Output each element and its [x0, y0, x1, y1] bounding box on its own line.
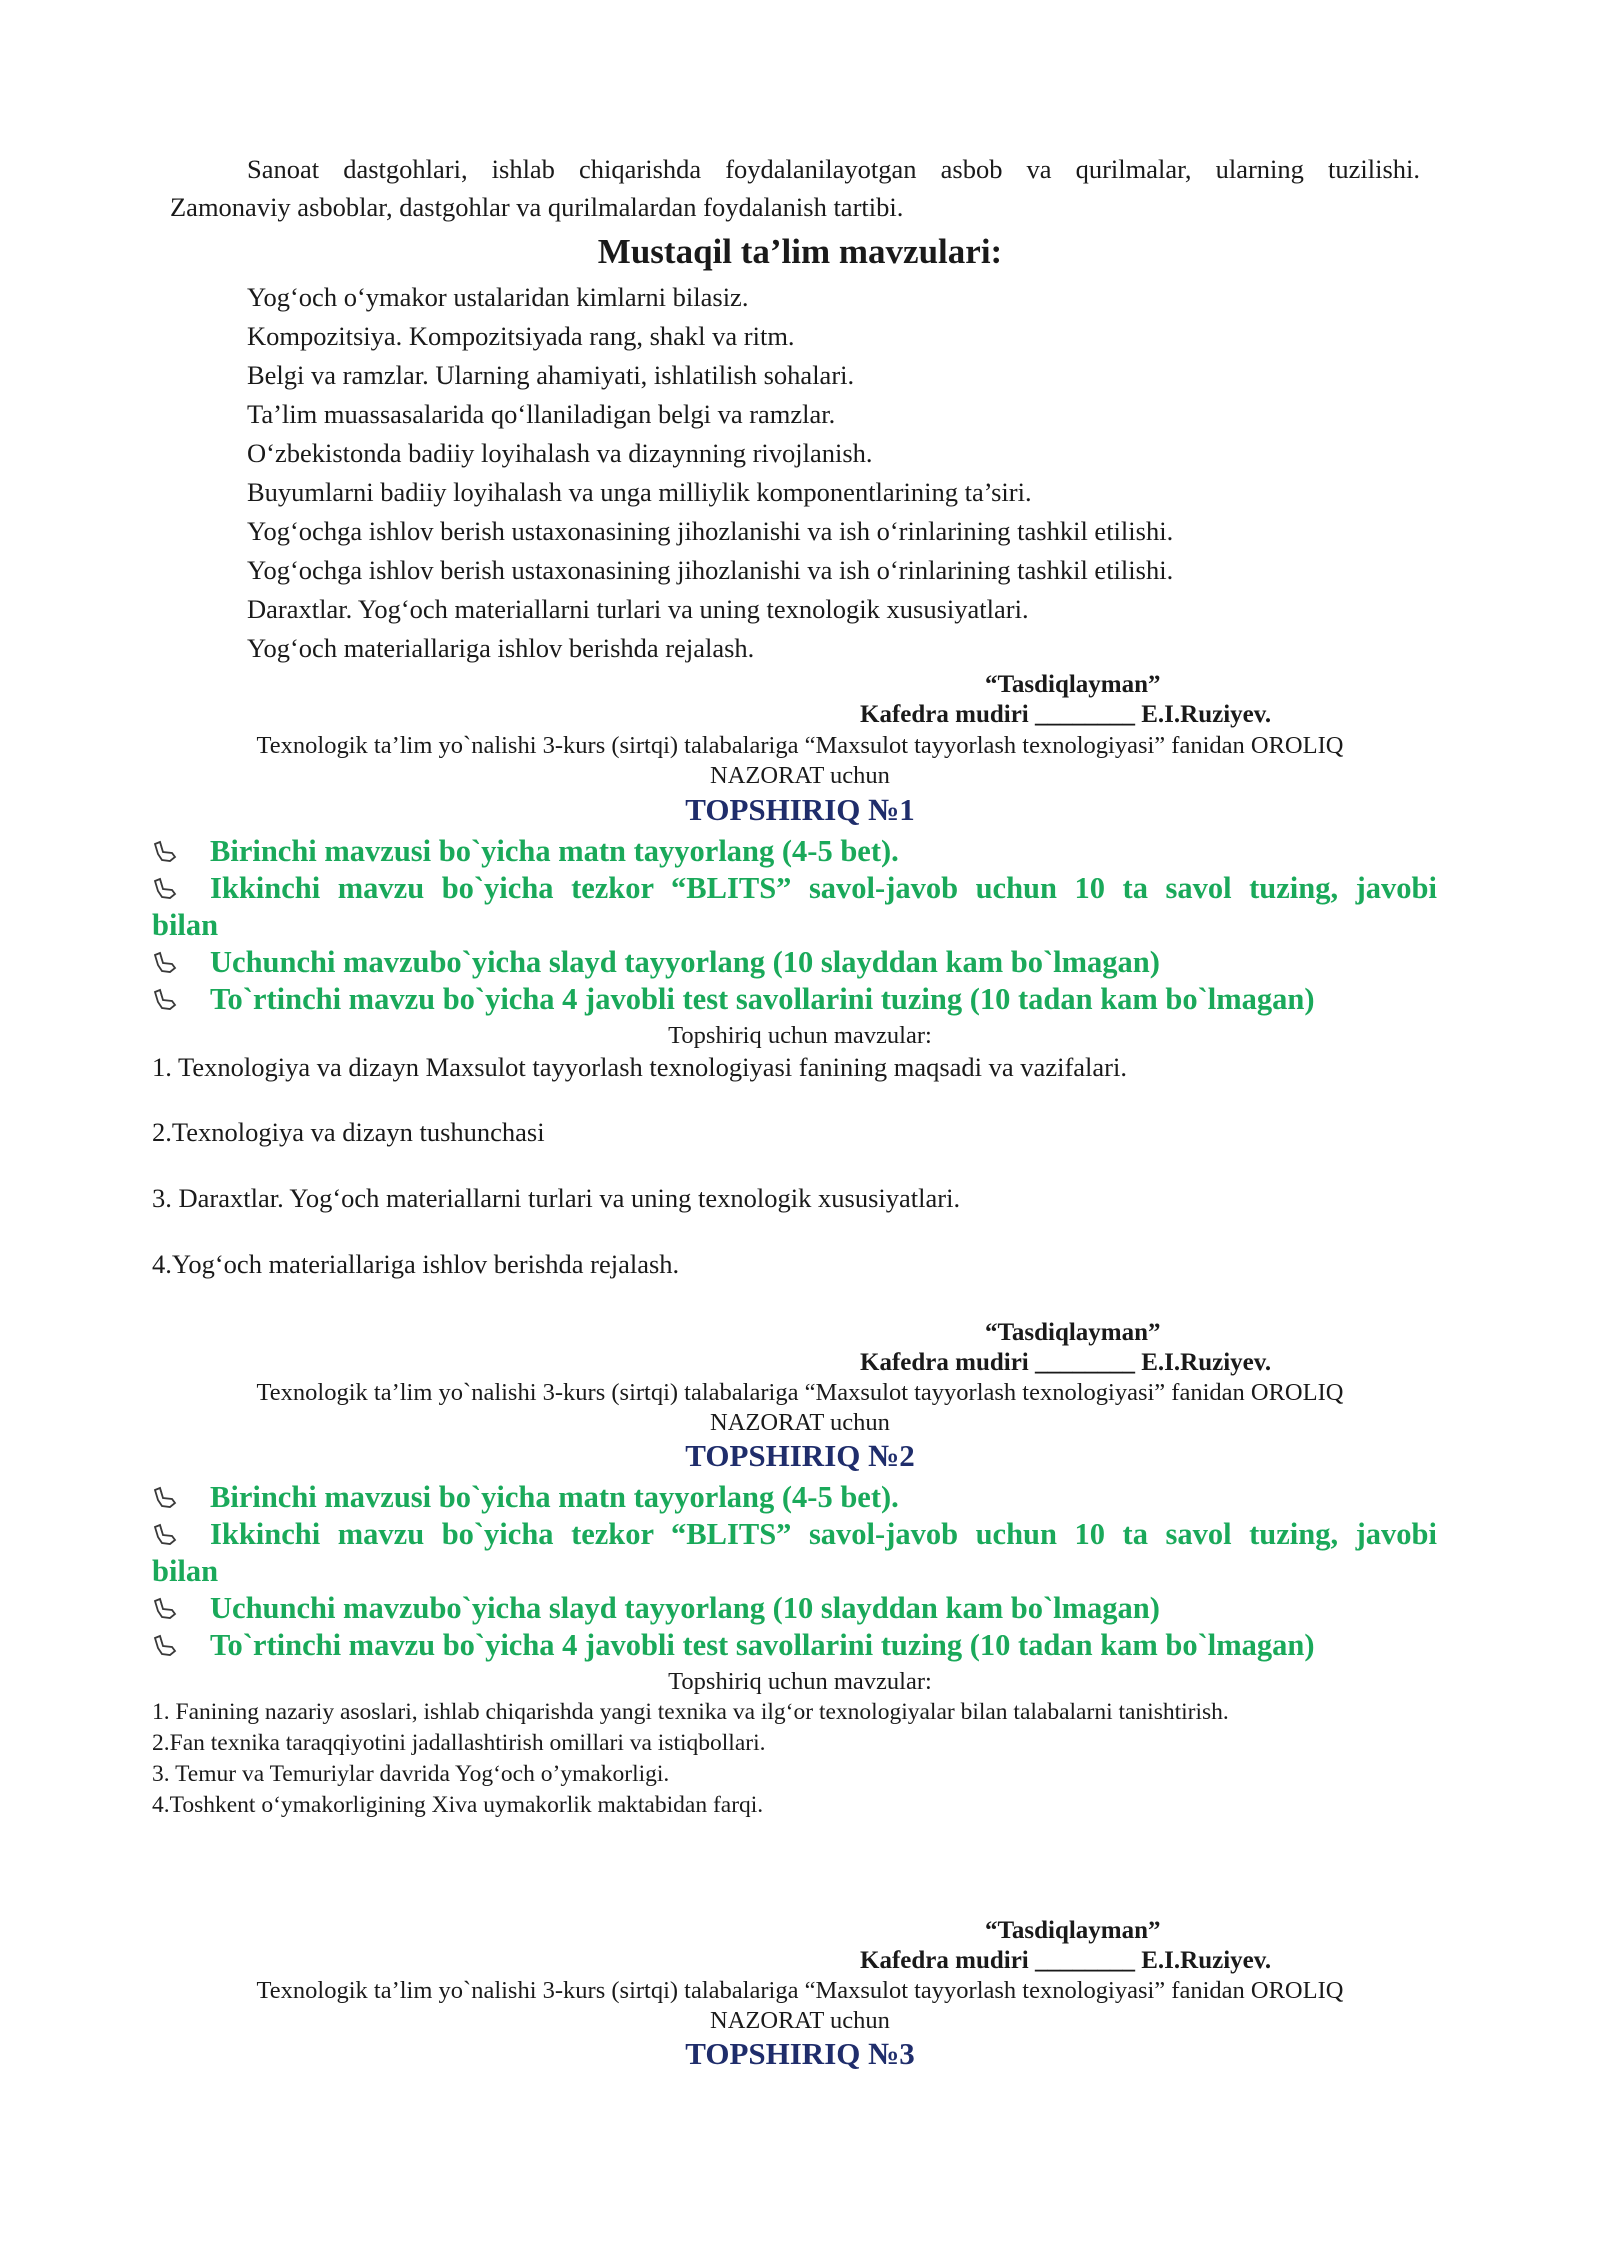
task-list-1 [152, 833, 1437, 870]
approval-title: “Tasdiqlayman” [985, 1917, 1161, 1944]
task-text: Ikkinchi mavzu bo`yicha tezkor “BLITS” savol-javob uchun 10 ta savol tuzing, javobi [210, 871, 1437, 905]
intro-paragraph [170, 150, 1420, 226]
task-text: Uchunchi mavzubo`yicha slayd tayyorlang (10 slayddan kam bo`lmagan) [210, 1591, 1160, 1625]
assignment-header-line2: NAZORAT uchun [710, 762, 890, 789]
task-continuation [152, 907, 1437, 944]
mustaqil-item: Ta’lim muassasalarida qo‘llaniladigan belgi va ramzlar. [247, 399, 836, 429]
mustaqil-item: O‘zbekistonda badiiy loyihalash va dizaynning rivojlanish. [247, 438, 873, 468]
topic-item: 4.Yog‘och materiallariga ishlov berishda rejalash. [152, 1249, 680, 1279]
task-continuation [152, 1553, 1437, 1590]
mustaqil-item: Belgi va ramzlar. Ularning ahamiyati, ishlatilish sohalari. [247, 360, 855, 390]
hand-pointer-icon [152, 1590, 210, 1627]
task-item [152, 944, 1437, 981]
task-text-continued: bilan [152, 1554, 219, 1588]
topics-subheading: Topshiriq uchun mavzular: [668, 1668, 932, 1695]
topshiriq-1-title: TOPSHIRIQ №1 [685, 792, 915, 827]
task-text: To`rtinchi mavzu bo`yicha 4 javobli test savollarini tuzing (10 tadan kam bo`lmagan) [210, 1628, 1315, 1662]
hand-pointer-icon [152, 870, 210, 907]
hand-pointer-icon [152, 833, 210, 870]
task-item [152, 833, 1437, 870]
task-list-1d [152, 981, 1437, 1018]
task-item [152, 1627, 1437, 1664]
task-list-2d [152, 1627, 1437, 1664]
topic-item: 1. Texnologiya va dizayn Maxsulot tayyorlash texnologiyasi fanining maqsadi va vazifalari. [152, 1052, 1127, 1082]
topshiriq-3-title: TOPSHIRIQ №3 [685, 2036, 915, 2071]
mustaqil-item: Buyumlarni badiiy loyihalash va unga milliylik komponentlarining ta’siri. [247, 477, 1032, 507]
task-text: Birinchi mavzusi bo`yicha matn tayyorlang (4-5 bet). [210, 1480, 899, 1514]
topic-item: 1. Fanining nazariy asoslari, ishlab chiqarishda yangi texnika va ilg‘or texnologiyalar bilan talabalarni tanishtirish. [152, 1699, 1229, 1725]
approval-title: “Tasdiqlayman” [985, 671, 1161, 698]
task-list-1c [152, 944, 1437, 981]
assignment-header-line1: Texnologik ta’lim yo`nalishi 3-kurs (sirtqi) talabalariga “Maxsulot tayyorlash texnologiyasi” fanidan OROLIQ [256, 1379, 1344, 1406]
topshiriq-2-title: TOPSHIRIQ №2 [685, 1438, 915, 1473]
approval-title: “Tasdiqlayman” [985, 1319, 1161, 1346]
topics-subheading: Topshiriq uchun mavzular: [668, 1022, 932, 1049]
task-list-1b [152, 870, 1437, 907]
task-text: Uchunchi mavzubo`yicha slayd tayyorlang (10 slayddan kam bo`lmagan) [210, 945, 1160, 979]
hand-pointer-icon [152, 1627, 210, 1664]
mustaqil-heading: Mustaqil ta’lim mavzulari: [597, 232, 1003, 271]
assignment-header [150, 1378, 1450, 1438]
assignment-header-line2: NAZORAT uchun [710, 1409, 890, 1436]
intro-line-2: Zamonaviy asboblar, dastgohlar va qurilmalardan foydalanish tartibi. [170, 192, 904, 222]
hand-pointer-icon [152, 1516, 210, 1553]
mustaqil-item: Yog‘och o‘ymakor ustalaridan kimlarni bilasiz. [247, 282, 749, 312]
intro-line-1: Sanoat dastgohlari, ishlab chiqarishda foydalanilayotgan asbob va qurilmalar, ularning tuzilishi. [247, 154, 1420, 184]
mustaqil-item: Yog‘och materiallariga ishlov berishda rejalash. [247, 633, 755, 663]
approval-kafedra: Kafedra mudiri ________ E.I.Ruziyev. [860, 1947, 1272, 1974]
topic-item: 2.Fan texnika taraqqiyotini jadallashtirish omillari va istiqbollari. [152, 1730, 766, 1756]
topic-item: 3. Temur va Temuriylar davrida Yog‘och o’ymakorligi. [152, 1761, 670, 1787]
mustaqil-item: Kompozitsiya. Kompozitsiyada rang, shakl va ritm. [247, 321, 795, 351]
approval-kafedra: Kafedra mudiri ________ E.I.Ruziyev. [860, 701, 1272, 728]
task-list-2c [152, 1590, 1437, 1627]
topic-item: 2.Texnologiya va dizayn tushunchasi [152, 1117, 545, 1147]
task-text: To`rtinchi mavzu bo`yicha 4 javobli test savollarini tuzing (10 tadan kam bo`lmagan) [210, 982, 1315, 1016]
task-item [152, 1590, 1437, 1627]
topic-item: 3. Daraxtlar. Yog‘och materiallarni turlari va uning texnologik xususiyatlari. [152, 1183, 961, 1213]
task-item [152, 1479, 1437, 1516]
assignment-header-line2: NAZORAT uchun [710, 2007, 890, 2034]
assignment-header-line1: Texnologik ta’lim yo`nalishi 3-kurs (sirtqi) talabalariga “Maxsulot tayyorlash texnologiyasi” fanidan OROLIQ [256, 732, 1344, 759]
hand-pointer-icon [152, 1479, 210, 1516]
mustaqil-item: Yog‘ochga ishlov berish ustaxonasining jihozlanishi va ish o‘rinlarining tashkil etilishi. [247, 516, 1174, 546]
task-item [152, 1516, 1437, 1553]
task-text: Birinchi mavzusi bo`yicha matn tayyorlang (4-5 bet). [210, 834, 899, 868]
task-text: Ikkinchi mavzu bo`yicha tezkor “BLITS” savol-javob uchun 10 ta savol tuzing, javobi [210, 1517, 1437, 1551]
task-list-2b [152, 1516, 1437, 1553]
assignment-header-line1: Texnologik ta’lim yo`nalishi 3-kurs (sirtqi) talabalariga “Maxsulot tayyorlash texnologiyasi” fanidan OROLIQ [256, 1977, 1344, 2004]
task-item [152, 870, 1437, 907]
topic-item: 4.Toshkent o‘ymakorligining Xiva uymakorlik maktabidan farqi. [152, 1792, 764, 1818]
hand-pointer-icon [152, 944, 210, 981]
task-list-2 [152, 1479, 1437, 1516]
task-item [152, 981, 1437, 1018]
assignment-header [150, 731, 1450, 791]
task-text-continued: bilan [152, 908, 219, 942]
approval-kafedra: Kafedra mudiri ________ E.I.Ruziyev. [860, 1349, 1272, 1376]
mustaqil-item: Daraxtlar. Yog‘och materiallarni turlari va uning texnologik xususiyatlari. [247, 594, 1029, 624]
assignment-header [150, 1976, 1450, 2036]
mustaqil-item: Yog‘ochga ishlov berish ustaxonasining jihozlanishi va ish o‘rinlarining tashkil etilishi. [247, 555, 1174, 585]
hand-pointer-icon [152, 981, 210, 1018]
